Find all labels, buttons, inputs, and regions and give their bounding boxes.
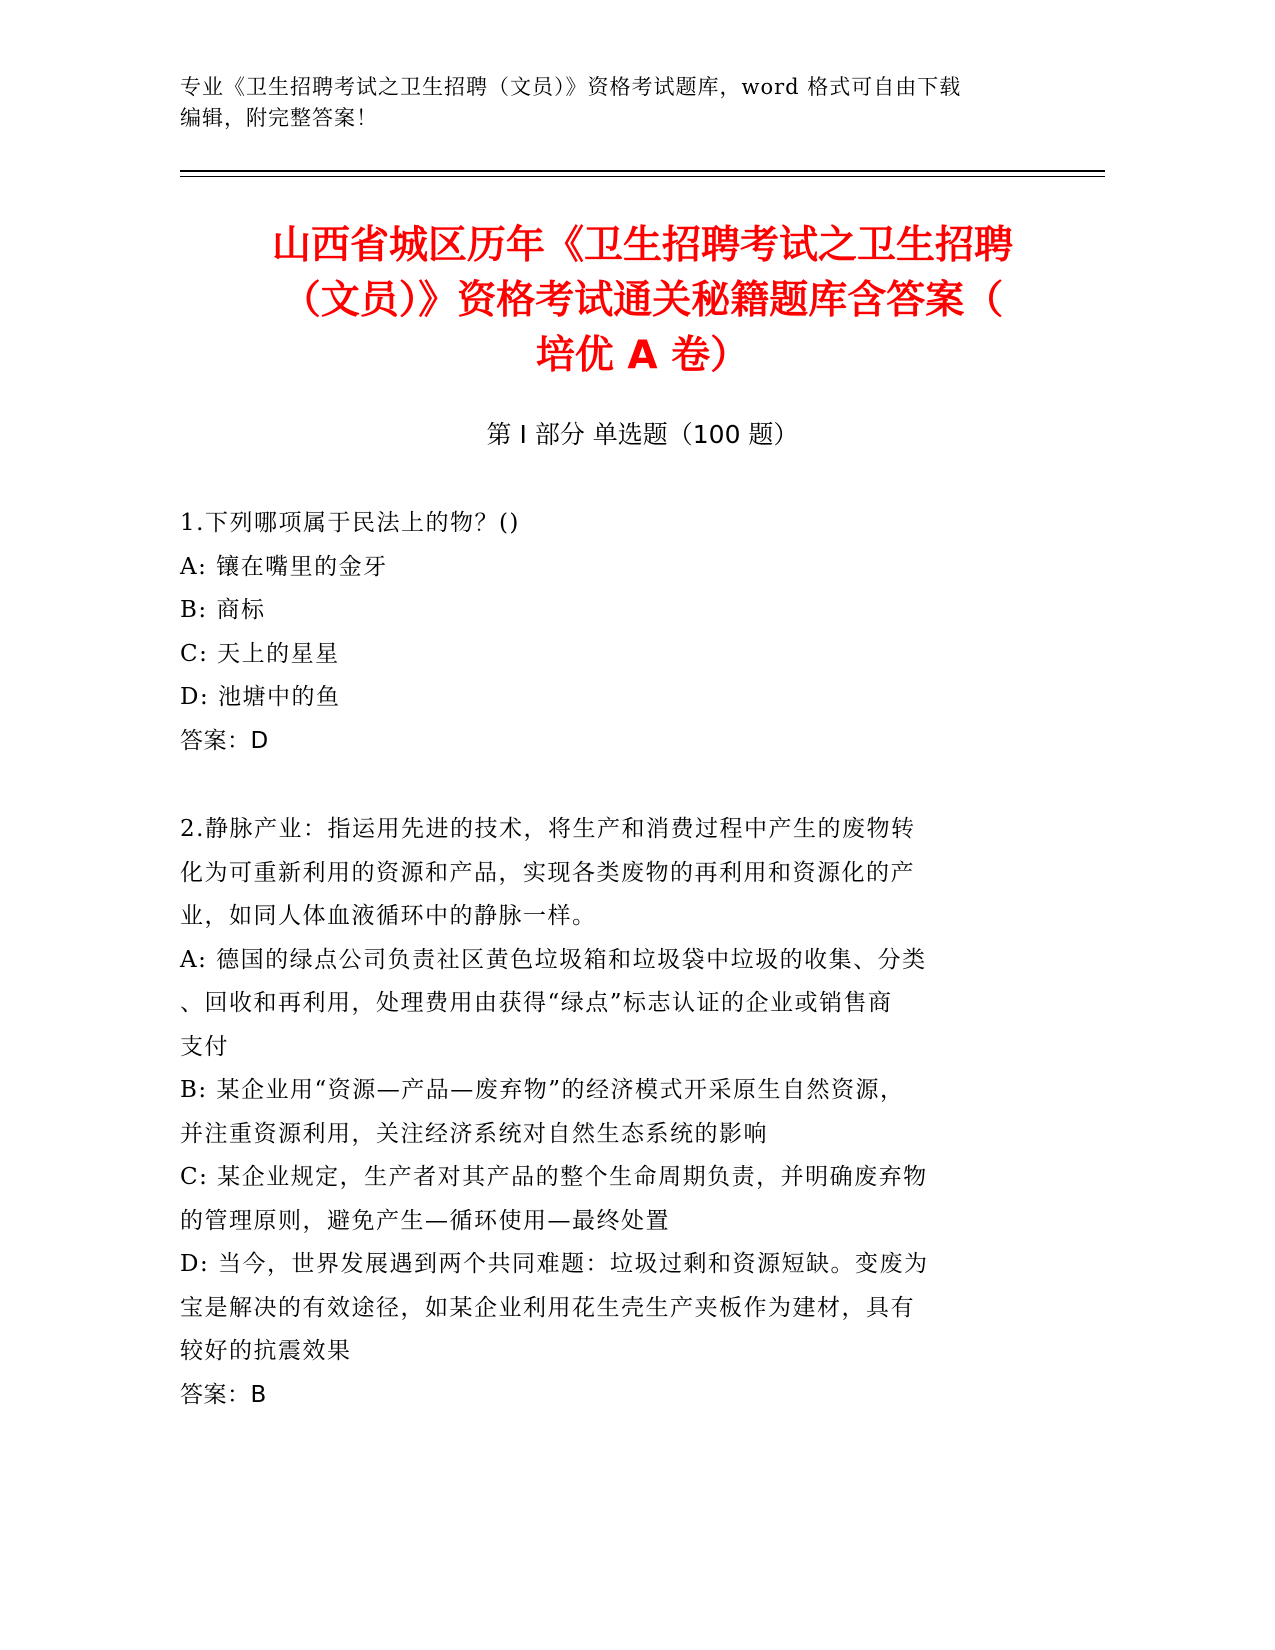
question-stem: 1.下列哪项属于民法上的物？() (180, 510, 520, 536)
document-title (180, 218, 1105, 383)
option-d: D: 当今，世界发展遇到两个共同难题：垃圾过剩和资源短缺。变废为 (180, 1251, 929, 1277)
header-line: 编辑，附完整答案！ (180, 106, 378, 130)
option-a: 、回收和再利用，处理费用由获得“绿点”标志认证的企业或销售商 (180, 990, 893, 1016)
question-stem: 业，如同人体血液循环中的静脉一样。 (180, 903, 597, 929)
title-line: （文员）》资格考试通关秘籍题库含答案（ (281, 278, 1004, 323)
option-c: C: 天上的星星 (180, 640, 340, 667)
option-d: 宝是解决的有效途径，如某企业利用花生壳生产夹板作为建材，具有 (180, 1294, 915, 1321)
question-2 (180, 808, 1040, 1417)
title-line: 山西省城区历年《卫生招聘考试之卫生招聘 (271, 223, 1013, 268)
option-d: D: 池塘中的鱼 (180, 684, 341, 710)
option-b: B: 某企业用“资源—产品—废弃物”的经济模式开采原生自然资源， (180, 1077, 905, 1103)
section-title: 第 I 部分 单选题（100 题） (486, 420, 799, 449)
header-divider-thin (180, 176, 1105, 177)
header-line: 专业《卫生招聘考试之卫生招聘（文员）》资格考试题库，word 格式可自由下载 (180, 75, 962, 99)
answer: 答案：D (180, 727, 269, 754)
title-line: 培优 A 卷） (535, 333, 750, 378)
option-c: C: 某企业规定，生产者对其产品的整个生命周期负责，并明确废弃物 (180, 1164, 928, 1190)
option-c: 的管理原则，避免产生—循环使用—最终处置 (180, 1207, 670, 1234)
option-b: 并注重资源利用，关注经济系统对自然生态系统的影响 (180, 1120, 768, 1147)
question-stem: 2.静脉产业：指运用先进的技术，将生产和消费过程中产生的废物转 (180, 816, 916, 842)
question-1 (180, 502, 1040, 763)
header-divider-thick (180, 170, 1105, 172)
question-stem: 化为可重新利用的资源和产品，实现各类废物的再利用和资源化的产 (180, 859, 915, 886)
answer: 答案：B (180, 1381, 267, 1408)
option-d: 较好的抗震效果 (180, 1338, 352, 1364)
option-a: A: 德国的绿点公司负责社区黄色垃圾箱和垃圾袋中垃圾的收集、分类 (180, 946, 927, 973)
option-a: A: 镶在嘴里的金牙 (180, 553, 388, 580)
option-b: B: 商标 (180, 597, 266, 623)
document-header-note (180, 72, 1040, 134)
option-a: 支付 (180, 1033, 229, 1060)
